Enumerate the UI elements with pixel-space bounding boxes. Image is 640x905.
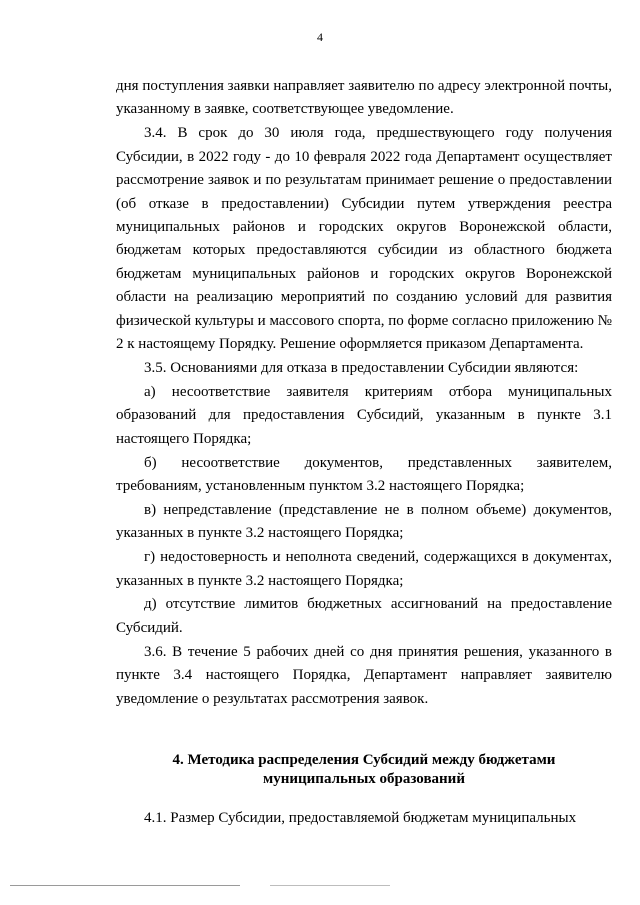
section-4-heading-line-1: 4. Методика распределения Субсидий между бюджетами	[172, 751, 556, 768]
page-number: 4	[317, 30, 323, 44]
paragraph-4-1: 4.1. Размер Субсидии, предоставляемой бюджетам муниципальных	[144, 809, 577, 826]
paragraph-3-5-g: г) недостоверность и неполнота сведений, содержащихся в документах, указанных в пункте 3.2 настоящего Порядка;	[116, 549, 612, 589]
paragraph-3-5-d: д) отсутствие лимитов бюджетных ассигнований на предоставление Субсидий.	[116, 596, 612, 636]
paragraph-3-4: 3.4. В срок до 30 июля года, предшествующего году получения Субсидии, в 2022 году - до 10 февраля 2022 года Департамент осуществляет рассмотрение заявок и по результатам принимает решение о предоставлении (об отказе в предоставлении) Субсидии путем утверждения реестра муниципальных районов и городских округов Воронежской области, бюджетам которых предоставляются субсидии из областного бюджета бюджетам муниципальных районов и городских округов Воронежской области на реализацию мероприятий по созданию условий для развития физической культуры и массового спорта, по форме согласно приложению № 2 к настоящему Порядку. Решение оформляется приказом Департамента.	[116, 125, 612, 352]
paragraph-3-6: 3.6. В течение 5 рабочих дней со дня принятия решения, указанного в пункте 3.4 настоящего Порядка, Департамент направляет заявителю уведомление о результатах рассмотрения заявок.	[116, 643, 612, 707]
paragraph-continuation: дня поступления заявки направляет заявителю по адресу электронной почты, указанному в заявке, соответствующее уведомление.	[116, 78, 612, 118]
paragraph-3-5-a: а) несоответствие заявителя критериям отбора муниципальных образований для предоставления Субсидий, указанным в пункте 3.1 настоящего Порядка;	[116, 383, 612, 447]
section-4-heading	[116, 751, 612, 789]
section-4-heading-line-2: муниципальных образований	[263, 770, 465, 787]
bottom-rule-right	[270, 885, 390, 886]
paragraph-3-5-v: в) непредставление (представление не в полном объеме) документов, указанных в пункте 3.2 настоящего Порядка;	[116, 501, 612, 542]
paragraph-3-5: 3.5. Основаниями для отказа в предоставлении Субсидии являются:	[144, 359, 579, 376]
bottom-rule	[10, 885, 240, 886]
document-body	[116, 75, 612, 830]
paragraph-3-5-b: б) несоответствие документов, представленных заявителем, требованиям, установленным пунктом 3.2 настоящего Порядка;	[116, 454, 612, 494]
